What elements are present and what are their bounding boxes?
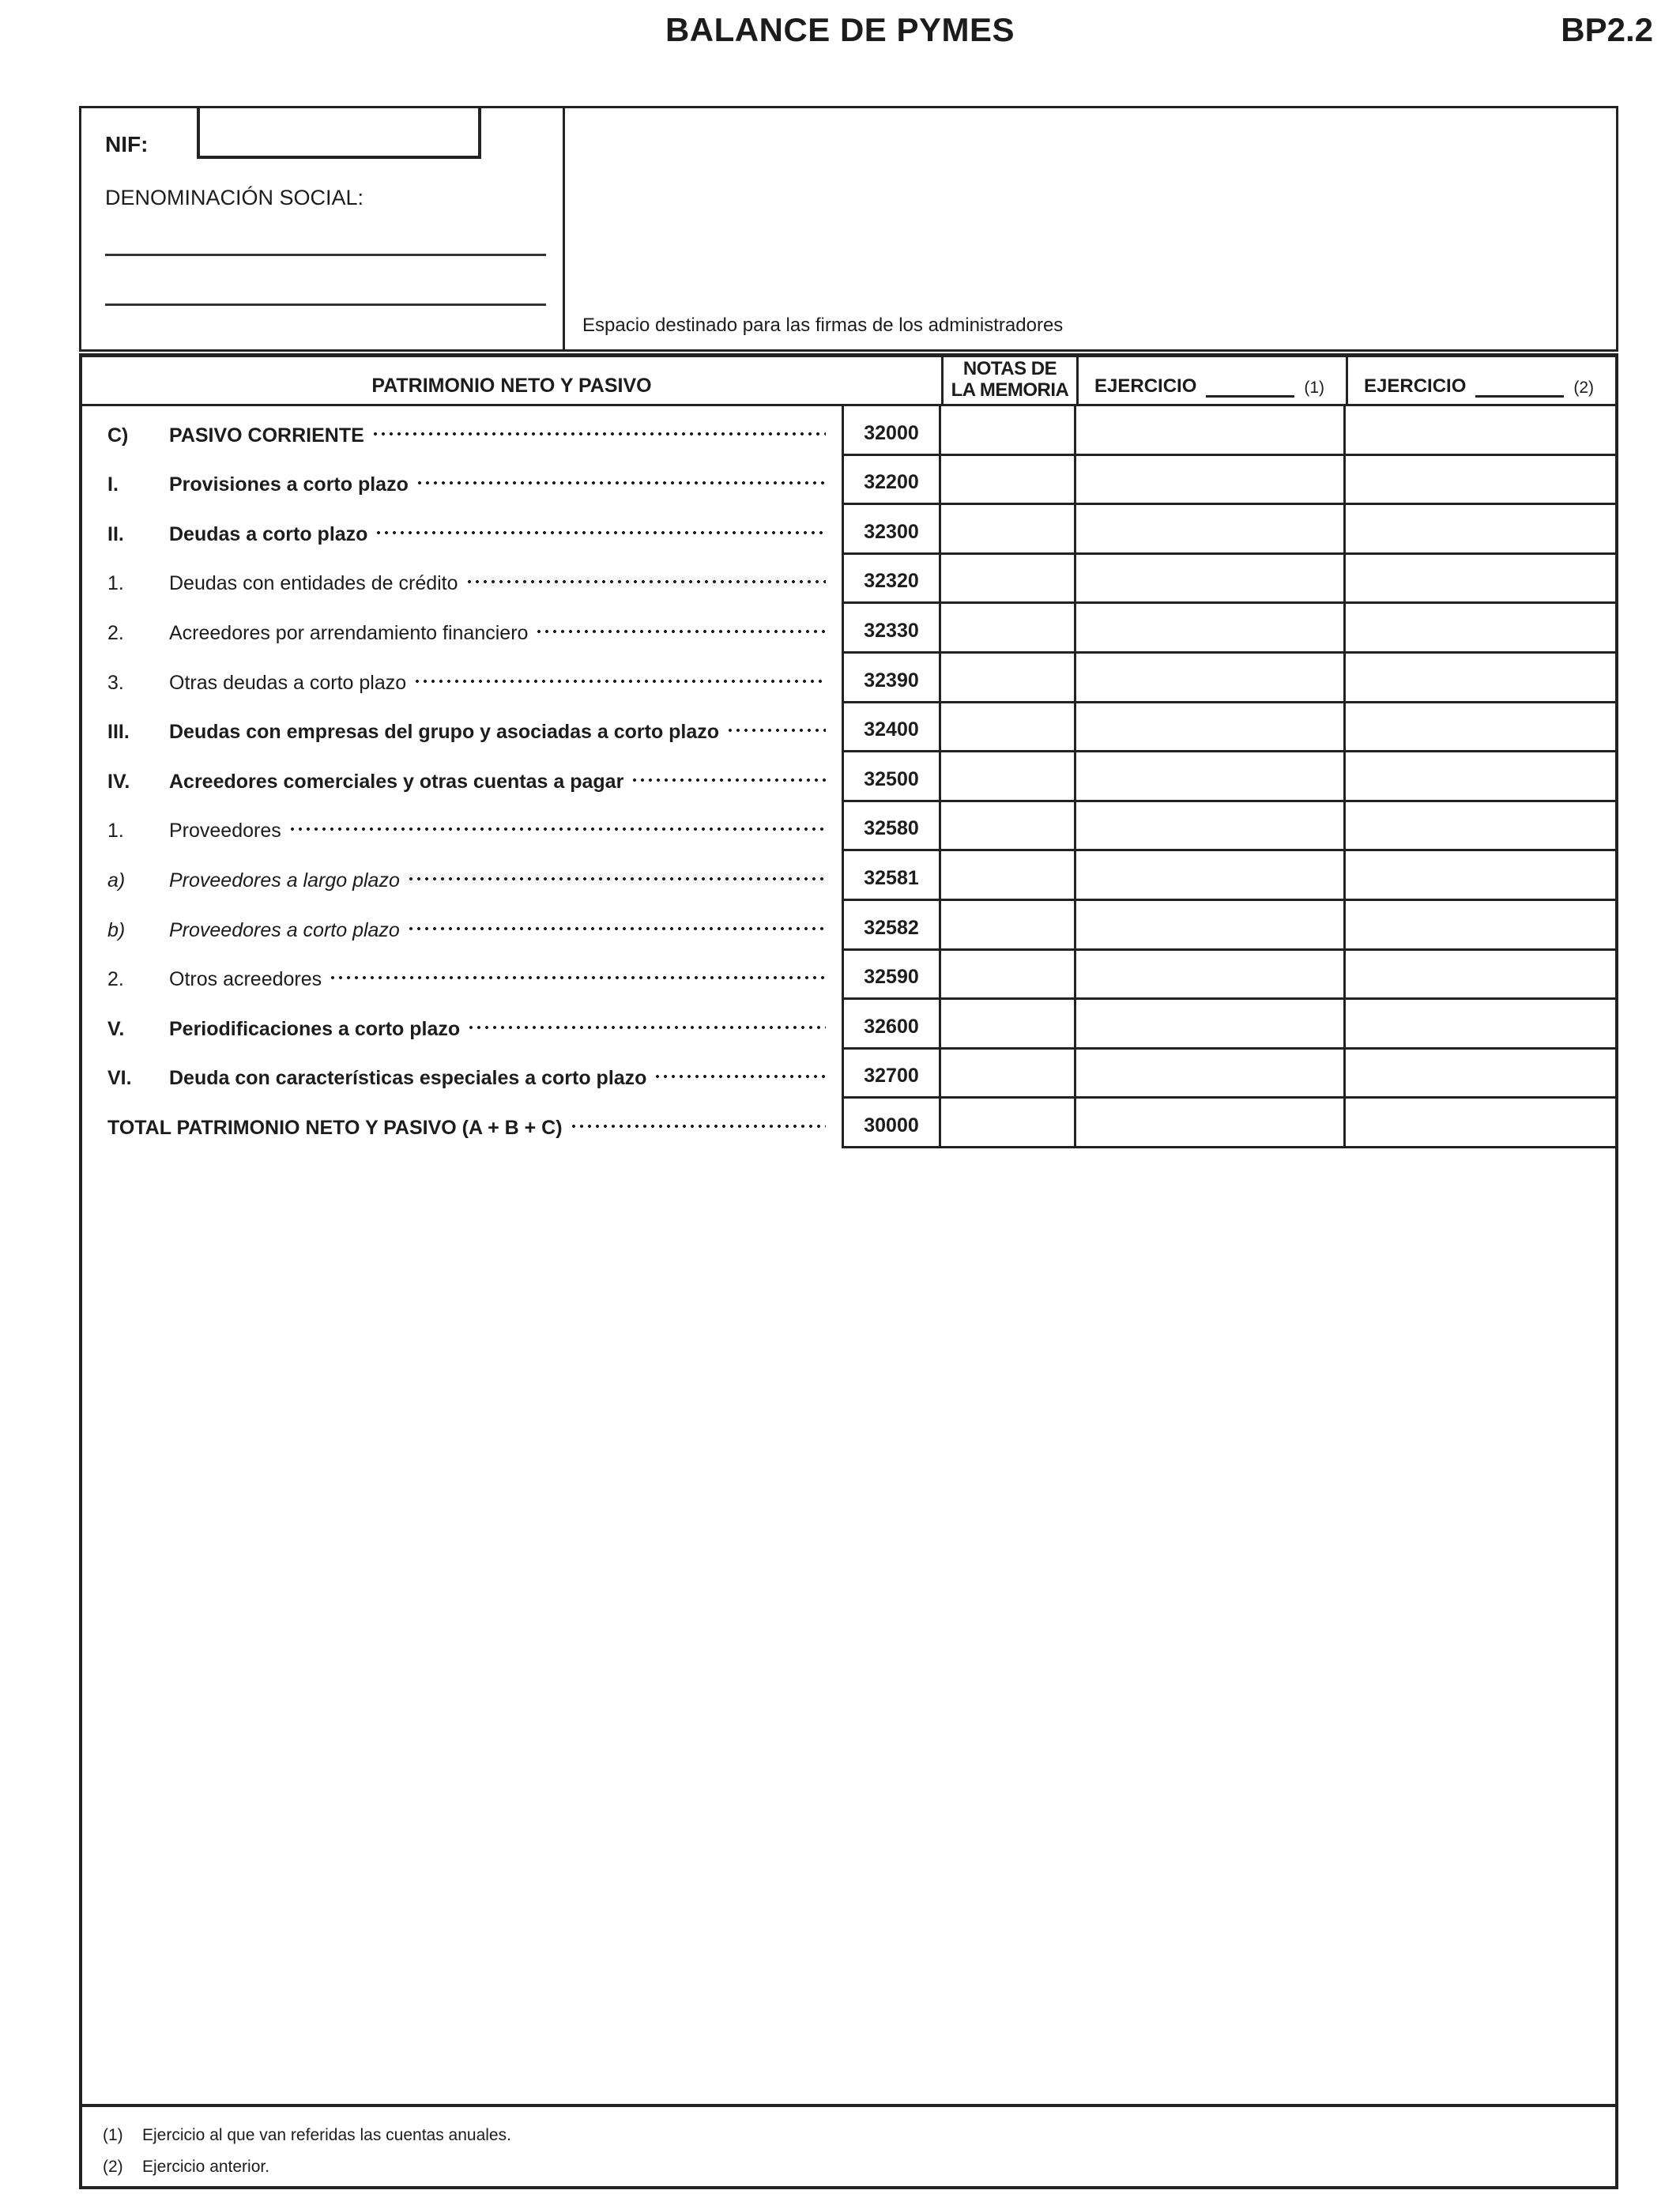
dotted-leader xyxy=(331,976,826,979)
signatures-caption: Espacio destinado para las firmas de los administradores xyxy=(582,315,1064,336)
row-label-cell xyxy=(82,456,844,506)
column-header-ejercicio-2 xyxy=(1346,357,1615,404)
row-prefix: V. xyxy=(107,1017,125,1040)
row-code: 32582 xyxy=(864,916,919,939)
dotted-leader xyxy=(537,630,826,633)
row-label: Proveedores xyxy=(169,820,281,843)
row-prefix: IV. xyxy=(107,770,130,793)
row-code: 32590 xyxy=(864,966,919,989)
row-code: 32330 xyxy=(864,619,919,642)
row-prefix: a) xyxy=(107,869,126,892)
ejercicio-2-value-field[interactable] xyxy=(1346,951,1615,1001)
signatures-space[interactable] xyxy=(563,108,1616,349)
nif-input[interactable] xyxy=(197,108,481,159)
row-label: Otros acreedores xyxy=(169,968,322,991)
row-prefix: III. xyxy=(107,721,130,744)
notas-memoria-field[interactable] xyxy=(941,456,1076,506)
ejercicio-1-value-field[interactable] xyxy=(1076,505,1346,555)
ejercicio-1-value-field[interactable] xyxy=(1076,901,1346,951)
footnote-marker: (1) xyxy=(103,2126,123,2144)
balance-table xyxy=(79,353,1618,2189)
ejercicio-2-value-field[interactable] xyxy=(1346,752,1615,802)
ejercicio-2-value-field[interactable] xyxy=(1346,901,1615,951)
dotted-leader xyxy=(633,778,826,782)
row-label: Otras deudas a corto plazo xyxy=(169,671,407,694)
company-info-box xyxy=(79,106,1618,352)
dotted-leader xyxy=(377,531,826,534)
notas-memoria-field[interactable] xyxy=(941,1000,1076,1050)
notas-line-1: NOTAS DE xyxy=(962,358,1057,379)
dotted-leader xyxy=(374,432,826,435)
dotted-leader xyxy=(416,680,826,683)
row-code: 32390 xyxy=(864,669,919,692)
dotted-leader xyxy=(291,827,826,831)
row-code-cell xyxy=(844,555,941,605)
row-code: 32600 xyxy=(864,1015,919,1038)
ejercicio-2-value-field[interactable] xyxy=(1346,1050,1615,1099)
row-label: Acreedores por arrendamiento financiero xyxy=(169,621,529,644)
row-label: Proveedores a largo plazo xyxy=(169,869,400,892)
row-label-cell xyxy=(82,802,844,852)
row-prefix: 1. xyxy=(107,572,124,595)
row-code-cell xyxy=(844,901,941,951)
row-label-cell xyxy=(82,1099,844,1148)
ejercicio-2-value-field[interactable] xyxy=(1346,654,1615,703)
notas-memoria-field[interactable] xyxy=(941,1099,1076,1148)
row-code-cell xyxy=(844,851,941,901)
footnote-marker: (2) xyxy=(103,2158,123,2176)
row-label: Deudas a corto plazo xyxy=(169,522,368,545)
row-label-cell xyxy=(82,951,844,1001)
row-prefix: b) xyxy=(107,918,126,941)
footnotes-section xyxy=(82,2104,1615,2186)
notas-memoria-field[interactable] xyxy=(941,703,1076,753)
ejercicio-2-year-field[interactable] xyxy=(1475,378,1564,398)
row-prefix: 2. xyxy=(107,968,124,991)
row-label-cell xyxy=(82,406,844,456)
row-prefix: VI. xyxy=(107,1067,132,1090)
row-label: Deuda con características especiales a corto plazo xyxy=(169,1067,647,1090)
form-code: BP2.2 xyxy=(1561,11,1653,48)
ejercicio-2-value-field[interactable] xyxy=(1346,1099,1615,1148)
ejercicio-2-value-field[interactable] xyxy=(1346,456,1615,506)
dotted-leader xyxy=(409,927,826,930)
notas-memoria-field[interactable] xyxy=(941,604,1076,654)
row-code-cell xyxy=(844,505,941,555)
notas-memoria-field[interactable] xyxy=(941,802,1076,852)
dotted-leader xyxy=(572,1125,826,1128)
notas-memoria-field[interactable] xyxy=(941,901,1076,951)
row-code-cell xyxy=(844,802,941,852)
denominacion-line-2[interactable] xyxy=(105,303,546,306)
row-label: TOTAL PATRIMONIO NETO Y PASIVO (A + B + C) xyxy=(107,1116,563,1139)
ejercicio-1-value-field[interactable] xyxy=(1076,851,1346,901)
row-code-cell xyxy=(844,1050,941,1099)
notas-memoria-field[interactable] xyxy=(941,406,1076,456)
row-code-cell xyxy=(844,604,941,654)
row-code-cell xyxy=(844,456,941,506)
ejercicio-2-value-field[interactable] xyxy=(1346,802,1615,852)
ejercicio-1-value-field[interactable] xyxy=(1076,802,1346,852)
ejercicio-1-value-field[interactable] xyxy=(1076,1099,1346,1148)
notas-memoria-field[interactable] xyxy=(941,555,1076,605)
page-header xyxy=(0,11,1680,51)
notas-memoria-field[interactable] xyxy=(941,951,1076,1001)
ejercicio-2-value-field[interactable] xyxy=(1346,505,1615,555)
row-label: Provisiones a corto plazo xyxy=(169,473,409,496)
ejercicio-1-value-field[interactable] xyxy=(1076,951,1346,1001)
dotted-leader xyxy=(729,729,826,732)
row-prefix: II. xyxy=(107,522,124,545)
row-label-cell xyxy=(82,1050,844,1099)
dotted-leader xyxy=(469,1026,826,1029)
notas-memoria-field[interactable] xyxy=(941,654,1076,703)
footnote xyxy=(103,2151,1615,2183)
nif-label: NIF: xyxy=(105,132,149,156)
notas-line-2: LA MEMORIA xyxy=(951,379,1069,401)
table-body xyxy=(82,406,1615,1148)
row-label-cell xyxy=(82,703,844,753)
ejercicio-1-suffix: (1) xyxy=(1304,379,1325,397)
row-label: Deudas con empresas del grupo y asociadas a corto plazo xyxy=(169,721,720,744)
ejercicio-1-value-field[interactable] xyxy=(1076,1050,1346,1099)
row-code-cell xyxy=(844,752,941,802)
dotted-leader xyxy=(418,481,826,484)
column-header-notas-memoria xyxy=(941,357,1076,404)
row-label-cell xyxy=(82,752,844,802)
table-header-row xyxy=(82,357,1615,406)
denominacion-label: DENOMINACIÓN SOCIAL: xyxy=(105,186,364,209)
footnote xyxy=(103,2120,1615,2151)
ejercicio-2-value-field[interactable] xyxy=(1346,604,1615,654)
form-title: BALANCE DE PYMES xyxy=(665,11,1015,48)
notas-memoria-field[interactable] xyxy=(941,752,1076,802)
ejercicio-2-value-field[interactable] xyxy=(1346,1000,1615,1050)
footnote-text: Ejercicio anterior. xyxy=(142,2158,270,2176)
ejercicio-1-value-field[interactable] xyxy=(1076,406,1346,456)
dotted-leader xyxy=(409,877,826,880)
footnote-text: Ejercicio al que van referidas las cuentas anuales. xyxy=(142,2126,511,2144)
row-code-cell xyxy=(844,703,941,753)
row-prefix: C) xyxy=(107,424,129,447)
ejercicio-1-label: EJERCICIO xyxy=(1094,375,1197,397)
row-code: 32320 xyxy=(864,570,919,593)
row-code: 32300 xyxy=(864,520,919,543)
column-header-patrimonio: PATRIMONIO NETO Y PASIVO xyxy=(371,375,652,397)
row-label: Proveedores a corto plazo xyxy=(169,918,400,941)
row-label-cell xyxy=(82,851,844,901)
row-code: 32200 xyxy=(864,471,919,494)
row-prefix: I. xyxy=(107,473,119,496)
dotted-leader xyxy=(468,580,826,583)
row-label-cell xyxy=(82,901,844,951)
row-code: 32400 xyxy=(864,718,919,741)
row-prefix: 1. xyxy=(107,820,124,843)
dotted-leader xyxy=(656,1075,826,1078)
column-header-ejercicio-1 xyxy=(1076,357,1346,404)
row-code: 32500 xyxy=(864,767,919,790)
ejercicio-1-year-field[interactable] xyxy=(1206,378,1294,398)
row-label-cell xyxy=(82,654,844,703)
company-info-left xyxy=(81,108,563,349)
row-code: 32700 xyxy=(864,1065,919,1088)
ejercicio-2-label: EJERCICIO xyxy=(1364,375,1467,397)
row-code: 30000 xyxy=(864,1114,919,1137)
row-code: 32000 xyxy=(864,421,919,444)
row-code: 32580 xyxy=(864,817,919,840)
notas-memoria-field[interactable] xyxy=(941,851,1076,901)
row-code-cell xyxy=(844,951,941,1001)
ejercicio-1-value-field[interactable] xyxy=(1076,752,1346,802)
row-prefix: 3. xyxy=(107,671,124,694)
row-code: 32581 xyxy=(864,866,919,889)
ejercicio-2-value-field[interactable] xyxy=(1346,406,1615,456)
ejercicio-2-suffix: (2) xyxy=(1573,379,1595,397)
ejercicio-1-value-field[interactable] xyxy=(1076,456,1346,506)
row-label-cell xyxy=(82,505,844,555)
row-code-cell xyxy=(844,1099,941,1148)
ejercicio-2-value-field[interactable] xyxy=(1346,851,1615,901)
row-prefix: 2. xyxy=(107,621,124,644)
ejercicio-1-value-field[interactable] xyxy=(1076,1000,1346,1050)
denominacion-line-1[interactable] xyxy=(105,254,546,256)
ejercicio-1-value-field[interactable] xyxy=(1076,703,1346,753)
row-label: Deudas con entidades de crédito xyxy=(169,572,458,595)
row-label: PASIVO CORRIENTE xyxy=(169,424,364,447)
ejercicio-1-value-field[interactable] xyxy=(1076,604,1346,654)
ejercicio-1-value-field[interactable] xyxy=(1076,555,1346,605)
row-label-cell xyxy=(82,555,844,605)
row-code-cell xyxy=(844,1000,941,1050)
notas-memoria-field[interactable] xyxy=(941,1050,1076,1099)
ejercicio-2-value-field[interactable] xyxy=(1346,703,1615,753)
row-code-cell xyxy=(844,406,941,456)
row-label: Periodificaciones a corto plazo xyxy=(169,1017,461,1040)
ejercicio-2-value-field[interactable] xyxy=(1346,555,1615,605)
notas-memoria-field[interactable] xyxy=(941,505,1076,555)
row-label: Acreedores comerciales y otras cuentas a pagar xyxy=(169,770,624,793)
row-label-cell xyxy=(82,604,844,654)
row-code-cell xyxy=(844,654,941,703)
row-label-cell xyxy=(82,1000,844,1050)
ejercicio-1-value-field[interactable] xyxy=(1076,654,1346,703)
